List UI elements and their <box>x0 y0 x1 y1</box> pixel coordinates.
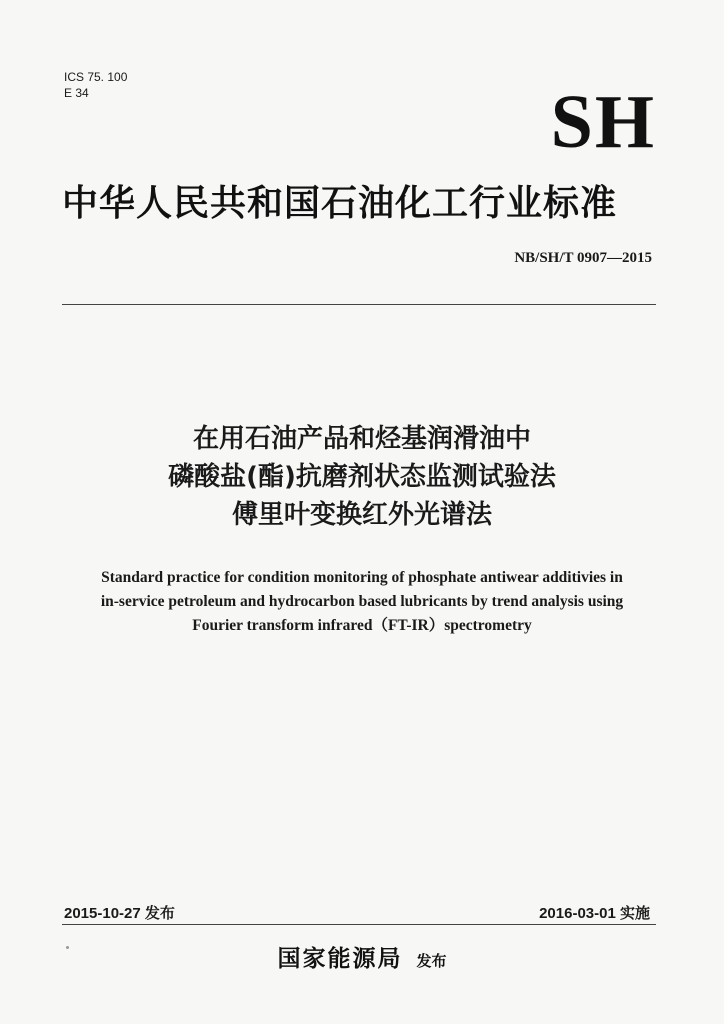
top-divider <box>62 304 656 305</box>
publisher-name: 国家能源局 <box>277 946 403 972</box>
document-title-en-line: in-service petroleum and hydrocarbon based lubricants by trend analysis using <box>100 593 624 610</box>
ccs-code: E 34 <box>64 86 89 100</box>
document-title-cn-line: 在用石油产品和烃基润滑油中 <box>192 424 531 454</box>
publisher-line <box>0 940 724 973</box>
document-title-en-line: Fourier transform infrared（FT-IR）spectrometry <box>192 617 532 634</box>
document-title-en-line: Standard practice for condition monitoring of phosphate antiwear additivies in <box>101 569 623 586</box>
document-title-cn-line: 磷酸盐(酯)抗磨剂状态监测试验法 <box>168 462 556 492</box>
document-title-cn <box>0 420 724 534</box>
sh-logo: SH <box>550 80 656 164</box>
document-title-en <box>0 566 724 638</box>
implement-date: 2016-03-01 实施 <box>539 905 650 922</box>
bottom-divider <box>62 924 656 925</box>
standard-number: NB/SH/T 0907—2015 <box>514 250 652 266</box>
standard-category-title: 中华人民共和国石油化工行业标准 <box>62 183 618 224</box>
scan-speck <box>66 946 69 949</box>
ics-code: ICS 75. 100 <box>64 70 128 84</box>
issue-date: 2015-10-27 发布 <box>64 905 175 922</box>
publisher-action: 发布 <box>416 952 447 970</box>
document-title-cn-line: 傅里叶变换红外光谱法 <box>231 500 492 530</box>
